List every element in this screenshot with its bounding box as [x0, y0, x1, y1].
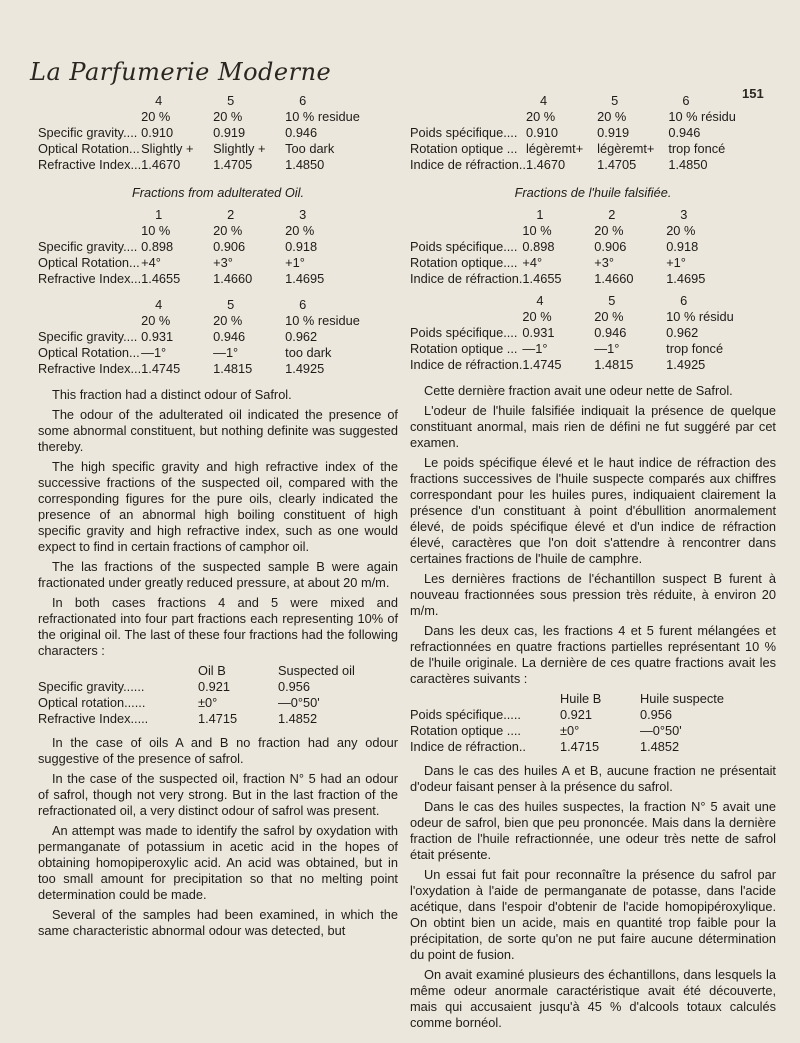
table-row: Refractive Index... 1.4745 1.4815 1.4925 — [38, 361, 325, 376]
fraction-number: 5 — [611, 93, 619, 108]
derniere-fraction-table — [410, 691, 750, 755]
table-row: 10 % 20 % 20 % — [522, 223, 696, 238]
fraction-number: 4 — [155, 297, 163, 312]
fraction-number: 6 — [682, 93, 690, 108]
final-fraction-table — [38, 663, 388, 727]
paragraph: This fraction had a distinct odour of Safrol. — [52, 387, 292, 402]
fraction-number: 6 — [680, 293, 688, 308]
fraction-number-row — [410, 293, 776, 309]
column-header: Huile B — [560, 691, 602, 706]
fraction-number: 2 — [227, 207, 235, 222]
paragraph: Un essai fut fait pour reconnaître la présence du safrol par l'oxydation à l'aide de permanganate de potasse, dans l'acide acétique, dans l'espoir d'obtenir de l'acide homopipéroxylique. On obtint bien un acide, mais en quantité trop faible pour la précipitation, de sorte qu'on ne put faire aucune détermination du point de fusion. — [410, 867, 776, 962]
fraction-number: 3 — [299, 207, 307, 222]
paragraph: Dans le cas des huiles A et B, aucune fraction ne présentait d'odeur faisant penser à la présence du safrol. — [410, 763, 776, 794]
table-row: Optical Rotation... Slightly + Slightly + Too dark — [38, 141, 335, 156]
table-row: Indice de réfraction. 1.4745 1.4815 1.4925 — [410, 357, 706, 372]
fraction-number: 2 — [608, 207, 616, 222]
paragraph: Several of the samples had been examined, in which the same characteristic abnormal odour was detected, but — [38, 907, 398, 938]
paragraph: Les dernières fractions de l'échantillon suspect B furent à nouveau fractionnées sous pression très réduite, à environ 20 m/m. — [410, 571, 776, 618]
fraction-number-row — [410, 207, 776, 223]
fraction-number: 1 — [536, 207, 544, 222]
fraction-number: 6 — [299, 93, 307, 108]
table-row: Rotation optique ... légèremt+ légèremt+ trop foncé — [410, 141, 726, 156]
fraction-number: 5 — [227, 93, 235, 108]
table-row: Poids spécifique.... 0.931 0.946 0.962 — [410, 325, 699, 340]
table-row: 20 % 20 % 10 % résidu — [522, 309, 734, 324]
paragraph: Le poids spécifique élevé et le haut indice de réfraction des fractions successives de l'huile suspecte comparés aux chiffres correspondant pour les huiles pures, indiquaient clairement la présence d'un constituant à point d'ébullition anormalement élevé, de poids spécifique élevé et d'un indice de réfraction élevé, caractères que l'on doit s'attendre à rencontrer dans certaines fractions de l'huile de camphre. — [410, 455, 776, 566]
table-row: Rotation optique.... +4° +3° +1° — [410, 255, 686, 270]
table-row: Poids spécifique.... 0.910 0.919 0.946 — [410, 125, 701, 140]
table-row: 20 % 20 % 10 % residue — [141, 109, 360, 124]
column-header: Suspected oil — [278, 663, 355, 678]
paragraph: The odour of the adulterated oil indicated the presence of some abnormal constituent, but nothing definite was suggested thereby. — [38, 407, 398, 454]
table-row: Specific gravity.... 0.898 0.906 0.918 — [38, 239, 318, 254]
section-caption: Fractions from adulterated Oil. — [131, 185, 305, 200]
fraction-number-row — [38, 297, 395, 313]
table-row: Rotation optique ... —1° —1° trop foncé — [410, 341, 724, 356]
table-row: Refractive Index... 1.4670 1.4705 1.4850 — [38, 157, 325, 172]
adulterated-fractions-table-1 — [38, 207, 395, 287]
paragraph: On avait examiné plusieurs des échantillons, dans lesquels la même odeur anormale caractéristique avait été découverte, mais qui accusaient jusqu'à 45 % d'alcools totaux calculés comme bornéol. — [410, 967, 776, 1030]
table-row: 10 % 20 % 20 % — [141, 223, 315, 238]
paragraph: Cette dernière fraction avait une odeur nette de Safrol. — [424, 383, 733, 398]
column-header: Oil B — [198, 663, 226, 678]
fraction-number-row — [410, 93, 776, 109]
fraction-number: 3 — [680, 207, 688, 222]
table-header-row — [38, 663, 388, 679]
paragraph: L'odeur de l'huile falsifiée indiquait la présence de quelque constituant anormal, mais rien de défini ne fut suggéré par cet examen. — [410, 403, 776, 450]
fraction-number: 4 — [539, 93, 548, 108]
english-column — [38, 93, 398, 943]
table-row: Specific gravity.... 0.931 0.946 0.962 — [38, 329, 318, 344]
fraction-number-row — [38, 93, 395, 109]
huile-falsifiee-table-2 — [410, 293, 776, 373]
table-row: 20 % 20 % 10 % residue — [141, 313, 360, 328]
fraction-number: 4 — [536, 293, 544, 308]
french-column — [410, 93, 776, 1035]
fraction-number: 1 — [155, 207, 163, 222]
table-row: Refractive Index..... 1.4715 1.4852 — [38, 711, 318, 726]
paragraph: In both cases fractions 4 and 5 were mixed and refractionated into four part fractions each representing 10% of the original oil. The last of these four fractions had the following characters : — [38, 595, 398, 658]
journal-title: La Parfumerie Moderne — [30, 58, 332, 86]
fraction-number: 5 — [608, 293, 616, 308]
fraction-number: 4 — [155, 93, 163, 108]
huile-pure-fractions-table — [410, 93, 776, 173]
table-row: Optical Rotation... +4° +3° +1° — [38, 255, 305, 270]
paragraph: Dans le cas des huiles suspectes, la fraction N° 5 avait une odeur de safrol, bien que peu prononcée. Mais dans la dernière fraction de l'huile refractionnée, une odeur très nette de safrol était présente. — [410, 799, 776, 862]
column-header: Huile suspecte — [640, 691, 724, 706]
table-row: Optical rotation...... ±0° —0°50' — [38, 695, 320, 710]
pure-oil-fractions-table — [38, 93, 395, 173]
table-row: Refractive Index... 1.4655 1.4660 1.4695 — [38, 271, 325, 286]
table-row: Rotation optique .... ±0° —0°50' — [410, 723, 682, 738]
huile-falsifiee-table-1 — [410, 207, 776, 287]
table-row: Poids spécifique.... 0.898 0.906 0.918 — [410, 239, 699, 254]
fraction-number: 5 — [227, 297, 235, 312]
paragraph: Dans les deux cas, les fractions 4 et 5 furent mélangées et refractionnées en quatre fractions partielles représentant 10 % de l'huile originale. La dernière de ces quatre fractions avait les caractères suivants : — [410, 623, 776, 686]
paragraph: In the case of oils A and B no fraction had any odour suggestive of the presence of safrol. — [38, 735, 398, 766]
fraction-number-row — [38, 207, 395, 223]
paragraph: The high specific gravity and high refractive index of the successive fractions of the suspected oil, compared with the corresponding figures for the pure oils, clearly indicated the presence of an abnormal high boiling constituent of high specific gravity and high refractive index, such as one would expect to find in certain fractions of camphor oil. — [38, 459, 398, 554]
paragraph: An attempt was made to identify the safrol by oxydation with permanganate of potassium in acetic acid in the hopes of obtaining homopiperoxylic acid. An acid was obtained, but in too small amount for precipitation so that no melting point determination could be made. — [38, 823, 398, 902]
table-header-row — [410, 691, 750, 707]
table-row: Indice de réfraction. 1.4655 1.4660 1.4695 — [410, 271, 706, 286]
section-caption: Fractions de l'huile falsifiée. — [514, 185, 672, 200]
table-row: Poids spécifique..... 0.921 0.956 — [410, 707, 673, 722]
table-row: Specific gravity...... 0.921 0.956 — [38, 679, 311, 694]
table-row: 20 % 20 % 10 % résidu — [525, 109, 736, 124]
table-row: Specific gravity.... 0.910 0.919 0.946 — [38, 125, 318, 140]
page-number: 151 — [742, 86, 764, 101]
paragraph: In the case of the suspected oil, fraction N° 5 had an odour of safrol, though not very strong. But in the last fraction of the refractionated oil, a very distinct odour of safrol was present. — [38, 771, 398, 818]
fraction-number: 6 — [299, 297, 307, 312]
adulterated-fractions-table-2 — [38, 297, 395, 377]
table-row: Indice de réfraction.. 1.4715 1.4852 — [410, 739, 680, 754]
paragraph: The las fractions of the suspected sample B were again fractionated under greatly reduced pressure, at about 20 m/m. — [38, 559, 398, 590]
table-row: Optical Rotation... —1° —1° too dark — [38, 345, 332, 360]
table-row: Indice de réfraction.. 1.4670 1.4705 1.4850 — [410, 157, 708, 172]
